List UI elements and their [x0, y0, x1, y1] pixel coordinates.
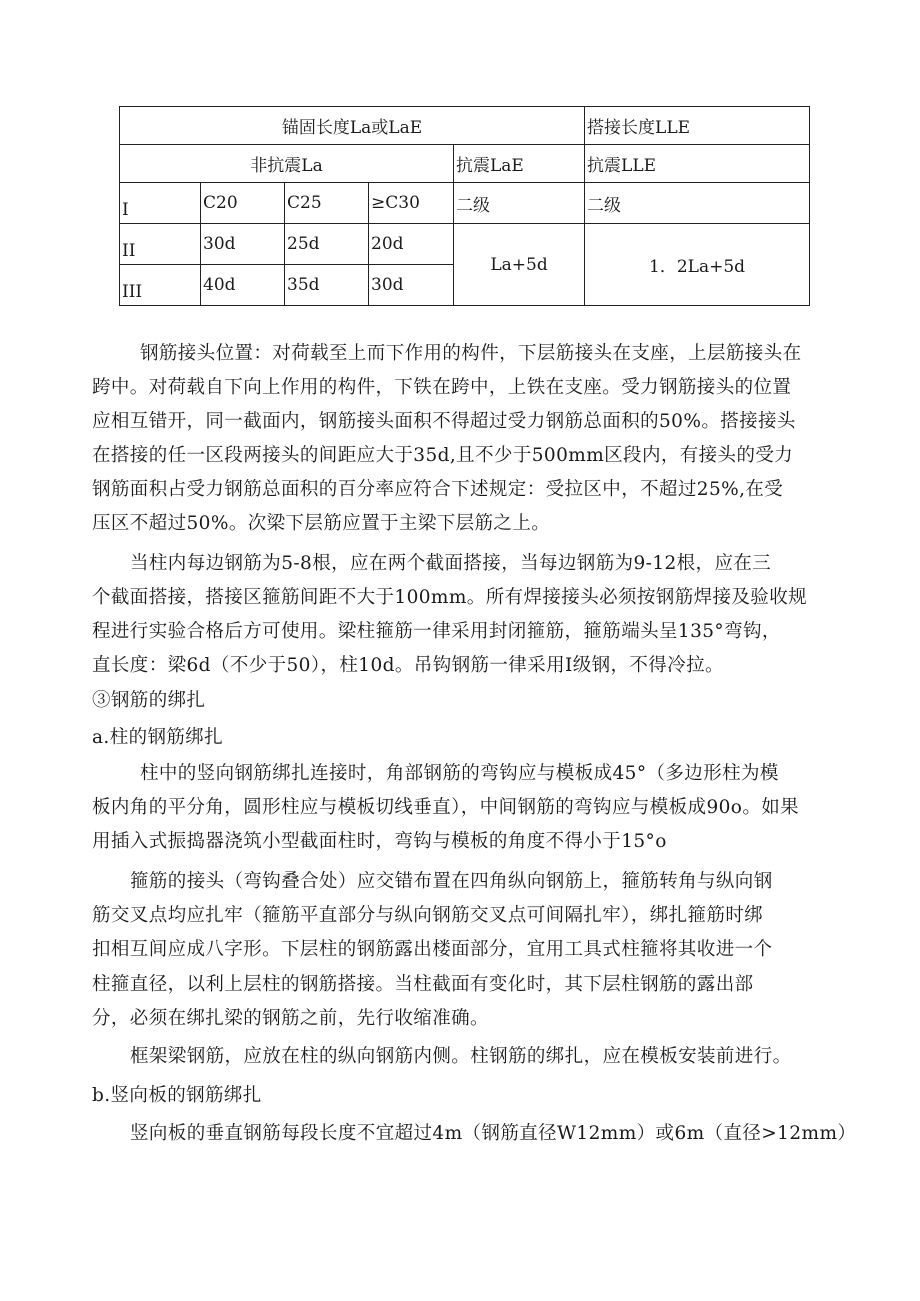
- grade-III-c25: 35d: [285, 265, 369, 306]
- paragraph-line: 板内角的平分角，圆形柱应与模板切线垂直），中间钢筋的弯钩应与模板成90o。如果: [92, 797, 800, 818]
- paragraph-line: 当柱内每边钢筋为5-8根，应在两个截面搭接，当每边钢筋为9-12根，应在三: [130, 553, 772, 574]
- header-lap-length: 搭接长度LLE: [585, 107, 810, 145]
- grade-III: III: [120, 265, 201, 306]
- concrete-c30: ≥C30: [369, 183, 454, 224]
- paragraph-line: 竖向板的垂直钢筋每段长度不宜超过4m（钢筋直径W12mm）或6m（直径>12mm）: [130, 1123, 857, 1144]
- concrete-c20: C20: [201, 183, 285, 224]
- paragraph-line: 用插入式振捣器浇筑小型截面柱时，弯钩与模板的角度不得小于15°o: [92, 831, 667, 852]
- header-anchor-length: 锚固长度La或LaE: [120, 107, 585, 145]
- grade-III-c20: 40d: [201, 265, 285, 306]
- grade-II-c30: 20d: [369, 224, 454, 265]
- grade-II-c20: 30d: [201, 224, 285, 265]
- paragraph-line: 柱中的竖向钢筋绑扎连接时，角部钢筋的弯钩应与模板成45°（多边形柱为模: [140, 763, 779, 784]
- header-seismic-lap: 抗震LLE: [585, 145, 810, 183]
- anchor-formula: La+5d: [454, 224, 585, 306]
- grade-II: II: [120, 224, 201, 265]
- seismic-level-lap: 二级: [585, 183, 810, 224]
- paragraph-line: 压区不超过50%。次梁下层筋应置于主梁下层筋之上。: [92, 513, 551, 534]
- grade-III-c30: 30d: [369, 265, 454, 306]
- paragraph-line: 在搭接的任一区段两接头的间距应大于35d,且不少于500mm区段内，有接头的受力: [92, 445, 794, 466]
- paragraph-line: 筋交叉点均应扎牢（箍筋平直部分与纵向钢筋交叉点可间隔扎牢），绑扎箍筋时绑: [92, 905, 764, 926]
- subsection-heading: b.竖向板的钢筋绑扎: [92, 1085, 262, 1106]
- lap-formula: 1．2La+5d: [585, 224, 810, 306]
- grade-I: I: [120, 183, 201, 224]
- paragraph-line: 钢筋面积占受力钢筋总面积的百分率应符合下述规定：受拉区中，不超过25%,在受: [92, 479, 784, 500]
- paragraph-line: 柱箍直径，以利上层柱的钢筋搭接。当柱截面有变化时，其下层柱钢筋的露出部: [92, 974, 754, 995]
- grade-II-c25: 25d: [285, 224, 369, 265]
- paragraph-line: 扣相互间应成八字形。下层柱的钢筋露出楼面部分，宜用工具式柱箍将其收进一个: [92, 939, 773, 960]
- header-non-seismic: 非抗震La: [120, 145, 454, 183]
- seismic-level-anchor: 二级: [454, 183, 585, 224]
- paragraph-line: 直长度：梁6d（不少于50），柱10d。吊钩钢筋一律采用I级钢，不得冷拉。: [92, 655, 724, 676]
- paragraph-line: 个截面搭接，搭接区箍筋间距不大于100mm。所有焊接接头必须按钢筋焊接及验收规: [92, 587, 807, 608]
- subsection-heading: a.柱的钢筋绑扎: [92, 727, 224, 748]
- concrete-c25: C25: [285, 183, 369, 224]
- paragraph-line: 钢筋接头位置：对荷载至上而下作用的构件，下层筋接头在支座，上层筋接头在: [140, 343, 802, 364]
- paragraph-line: 框架梁钢筋，应放在柱的纵向钢筋内侧。柱钢筋的绑扎，应在模板安装前进行。: [130, 1046, 792, 1067]
- paragraph-line: 跨中。对荷载自下向上作用的构件，下铁在跨中，上铁在支座。受力钢筋接头的位置: [92, 377, 792, 398]
- paragraph-line: 程进行实验合格后方可使用。梁柱箍筋一律采用封闭箍筋，箍筋端头呈135°弯钩，: [92, 621, 781, 642]
- paragraph-line: 箍筋的接头（弯钩叠合处）应交错布置在四角纵向钢筋上，箍筋转角与纵向钢: [130, 871, 773, 892]
- paragraph-line: 应相互错开，同一截面内，钢筋接头面积不得超过受力钢筋总面积的50%。搭接接头: [92, 411, 796, 432]
- paragraph-line: 分，必须在绑扎梁的钢筋之前，先行收缩准确。: [92, 1008, 489, 1029]
- section-heading: ③钢筋的绑扎: [92, 690, 206, 711]
- header-seismic-anchor: 抗震LaE: [454, 145, 585, 183]
- anchorage-lap-length-table: [119, 106, 810, 306]
